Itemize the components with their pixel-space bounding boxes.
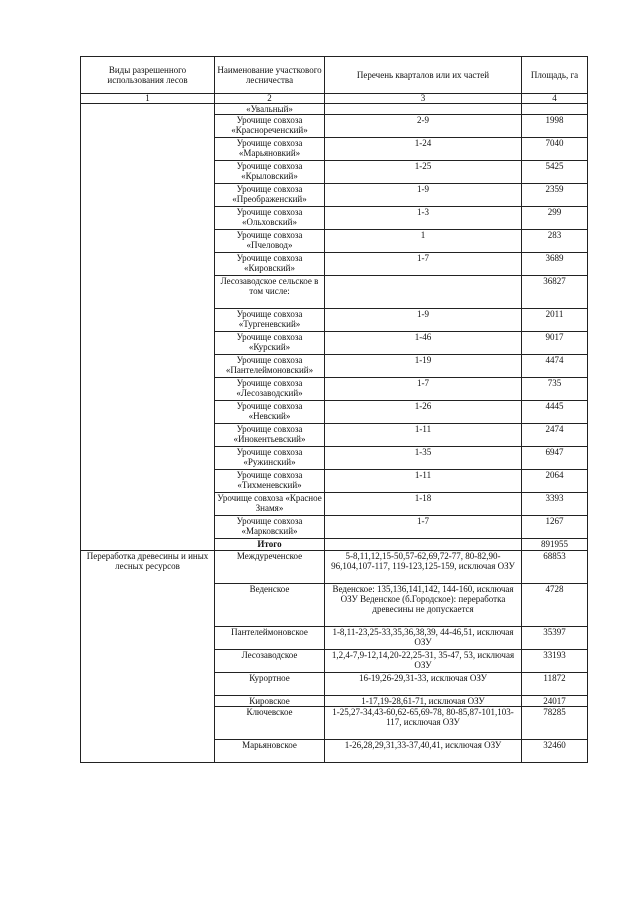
column-numbers-row <box>81 94 588 104</box>
forestry-name: Урочище совхоза «Инокентьевский» <box>215 424 325 447</box>
area: 36827 <box>522 276 588 309</box>
area: 4728 <box>522 584 588 627</box>
quarters: 1-3 <box>325 207 522 230</box>
forestry-name: Урочище совхоза «Кировский» <box>215 253 325 276</box>
quarters: 1-7 <box>325 516 522 539</box>
quarters: 2-9 <box>325 115 522 138</box>
area: 283 <box>522 230 588 253</box>
forestry-name: Веденское <box>215 584 325 627</box>
area: 3393 <box>522 493 588 516</box>
column-number: 4 <box>522 94 588 104</box>
quarters: 1-19 <box>325 355 522 378</box>
forestry-name: Кировское <box>215 696 325 707</box>
forestry-name: Марьяновское <box>215 740 325 763</box>
area: 35397 <box>522 627 588 650</box>
forestry-name: Урочище совхоза «Ольховский» <box>215 207 325 230</box>
area: 1267 <box>522 516 588 539</box>
area: 68853 <box>522 551 588 584</box>
table-row <box>81 104 588 115</box>
area: 32460 <box>522 740 588 763</box>
area: 3689 <box>522 253 588 276</box>
forestry-name: Урочище совхоза «Пантелеймоновский» <box>215 355 325 378</box>
quarters: 1-35 <box>325 447 522 470</box>
quarters: 1-46 <box>325 332 522 355</box>
quarters: 1 <box>325 230 522 253</box>
area: 5425 <box>522 161 588 184</box>
area: 4445 <box>522 401 588 424</box>
quarters: 1-8,11-23,25-33,35,36,38,39, 44-46,51, исключая ОЗУ <box>325 627 522 650</box>
quarters <box>325 104 522 115</box>
quarters: 1-25,27-34,43-60,62-65,69-78, 80-85,87-101,103-117, исключая ОЗУ <box>325 707 522 740</box>
forestry-name: Урочище совхоза «Лесозаводский» <box>215 378 325 401</box>
forestry-name: Урочище совхоза «Тихменевский» <box>215 470 325 493</box>
area: 33193 <box>522 650 588 673</box>
table-row <box>81 551 588 584</box>
quarters: 5-8,11,12,15-50,57-62,69,72-77, 80-82,90-96,104,107-117, 119-123,125-159, исключая ОЗУ <box>325 551 522 584</box>
quarters: 1-18 <box>325 493 522 516</box>
area: 9017 <box>522 332 588 355</box>
quarters: 1-9 <box>325 184 522 207</box>
quarters: 16-19,26-29,31-33, исключая ОЗУ <box>325 673 522 696</box>
forest-usage-table <box>80 56 588 763</box>
quarters: 1-24 <box>325 138 522 161</box>
forestry-name: Лесозаводское сельское в том числе: <box>215 276 325 309</box>
area: 7040 <box>522 138 588 161</box>
area: 4474 <box>522 355 588 378</box>
header-row <box>81 57 588 94</box>
area: 735 <box>522 378 588 401</box>
forestry-name: Урочище совхоза «Преображенский» <box>215 184 325 207</box>
forestry-name: Урочище совхоза «Марковский» <box>215 516 325 539</box>
forestry-name: Урочище совхоза «Пчеловод» <box>215 230 325 253</box>
quarters: 1,2,4-7,9-12,14,20-22,25-31, 35-47, 53, исключая ОЗУ <box>325 650 522 673</box>
quarters: 1-17,19-28,61-71, исключая ОЗУ <box>325 696 522 707</box>
forestry-name: Урочище совхоза «Тургеневский» <box>215 309 325 332</box>
forestry-name: Урочище совхоза «Краснореченский» <box>215 115 325 138</box>
total-area: 891955 <box>522 539 588 551</box>
column-number: 1 <box>81 94 215 104</box>
area: 2474 <box>522 424 588 447</box>
quarters: 1-11 <box>325 424 522 447</box>
forestry-name: Урочище совхоза «Красное Знамя» <box>215 493 325 516</box>
header-area: Площадь, га <box>522 57 588 94</box>
column-number: 2 <box>215 94 325 104</box>
forestry-name: Урочище совхоза «Ружинский» <box>215 447 325 470</box>
area: 6947 <box>522 447 588 470</box>
quarters: 1-7 <box>325 253 522 276</box>
forestry-name: Курортное <box>215 673 325 696</box>
quarters: 1-9 <box>325 309 522 332</box>
total-label: Итого <box>215 539 325 551</box>
forestry-name: Пантелеймоновское <box>215 627 325 650</box>
forestry-name: Ключевское <box>215 707 325 740</box>
area <box>522 104 588 115</box>
forestry-name: Междуреченское <box>215 551 325 584</box>
area: 2011 <box>522 309 588 332</box>
area: 299 <box>522 207 588 230</box>
total-quarters-empty <box>325 539 522 551</box>
forestry-name: Урочище совхоза «Невский» <box>215 401 325 424</box>
quarters: 1-11 <box>325 470 522 493</box>
area: 2359 <box>522 184 588 207</box>
area: 2064 <box>522 470 588 493</box>
header-usage-types: Виды разрешенного использования лесов <box>81 57 215 94</box>
header-quarters-list: Перечень кварталов или их частей <box>325 57 522 94</box>
forestry-name: Урочище совхоза «Марьяновкий» <box>215 138 325 161</box>
header-forestry-name: Наименование участкового лесничества <box>215 57 325 94</box>
area: 24017 <box>522 696 588 707</box>
area: 1998 <box>522 115 588 138</box>
area: 78285 <box>522 707 588 740</box>
quarters: 1-7 <box>325 378 522 401</box>
usage-type-cell-empty <box>81 104 215 551</box>
forestry-name: «Увальный» <box>215 104 325 115</box>
usage-type-processing: Переработка древесины и иных лесных ресурсов <box>81 551 215 763</box>
column-number: 3 <box>325 94 522 104</box>
area: 11872 <box>522 673 588 696</box>
quarters: 1-26 <box>325 401 522 424</box>
forestry-name: Лесозаводское <box>215 650 325 673</box>
forestry-name: Урочище совхоза «Курский» <box>215 332 325 355</box>
quarters: 1-26,28,29,31,33-37,40,41, исключая ОЗУ <box>325 740 522 763</box>
quarters <box>325 276 522 309</box>
forestry-name: Урочище совхоза «Крыловский» <box>215 161 325 184</box>
quarters: 1-25 <box>325 161 522 184</box>
quarters: Веденское: 135,136,141,142, 144-160, исключая ОЗУ Веденское (б.Городское): переработка древесины не допускается <box>325 584 522 627</box>
